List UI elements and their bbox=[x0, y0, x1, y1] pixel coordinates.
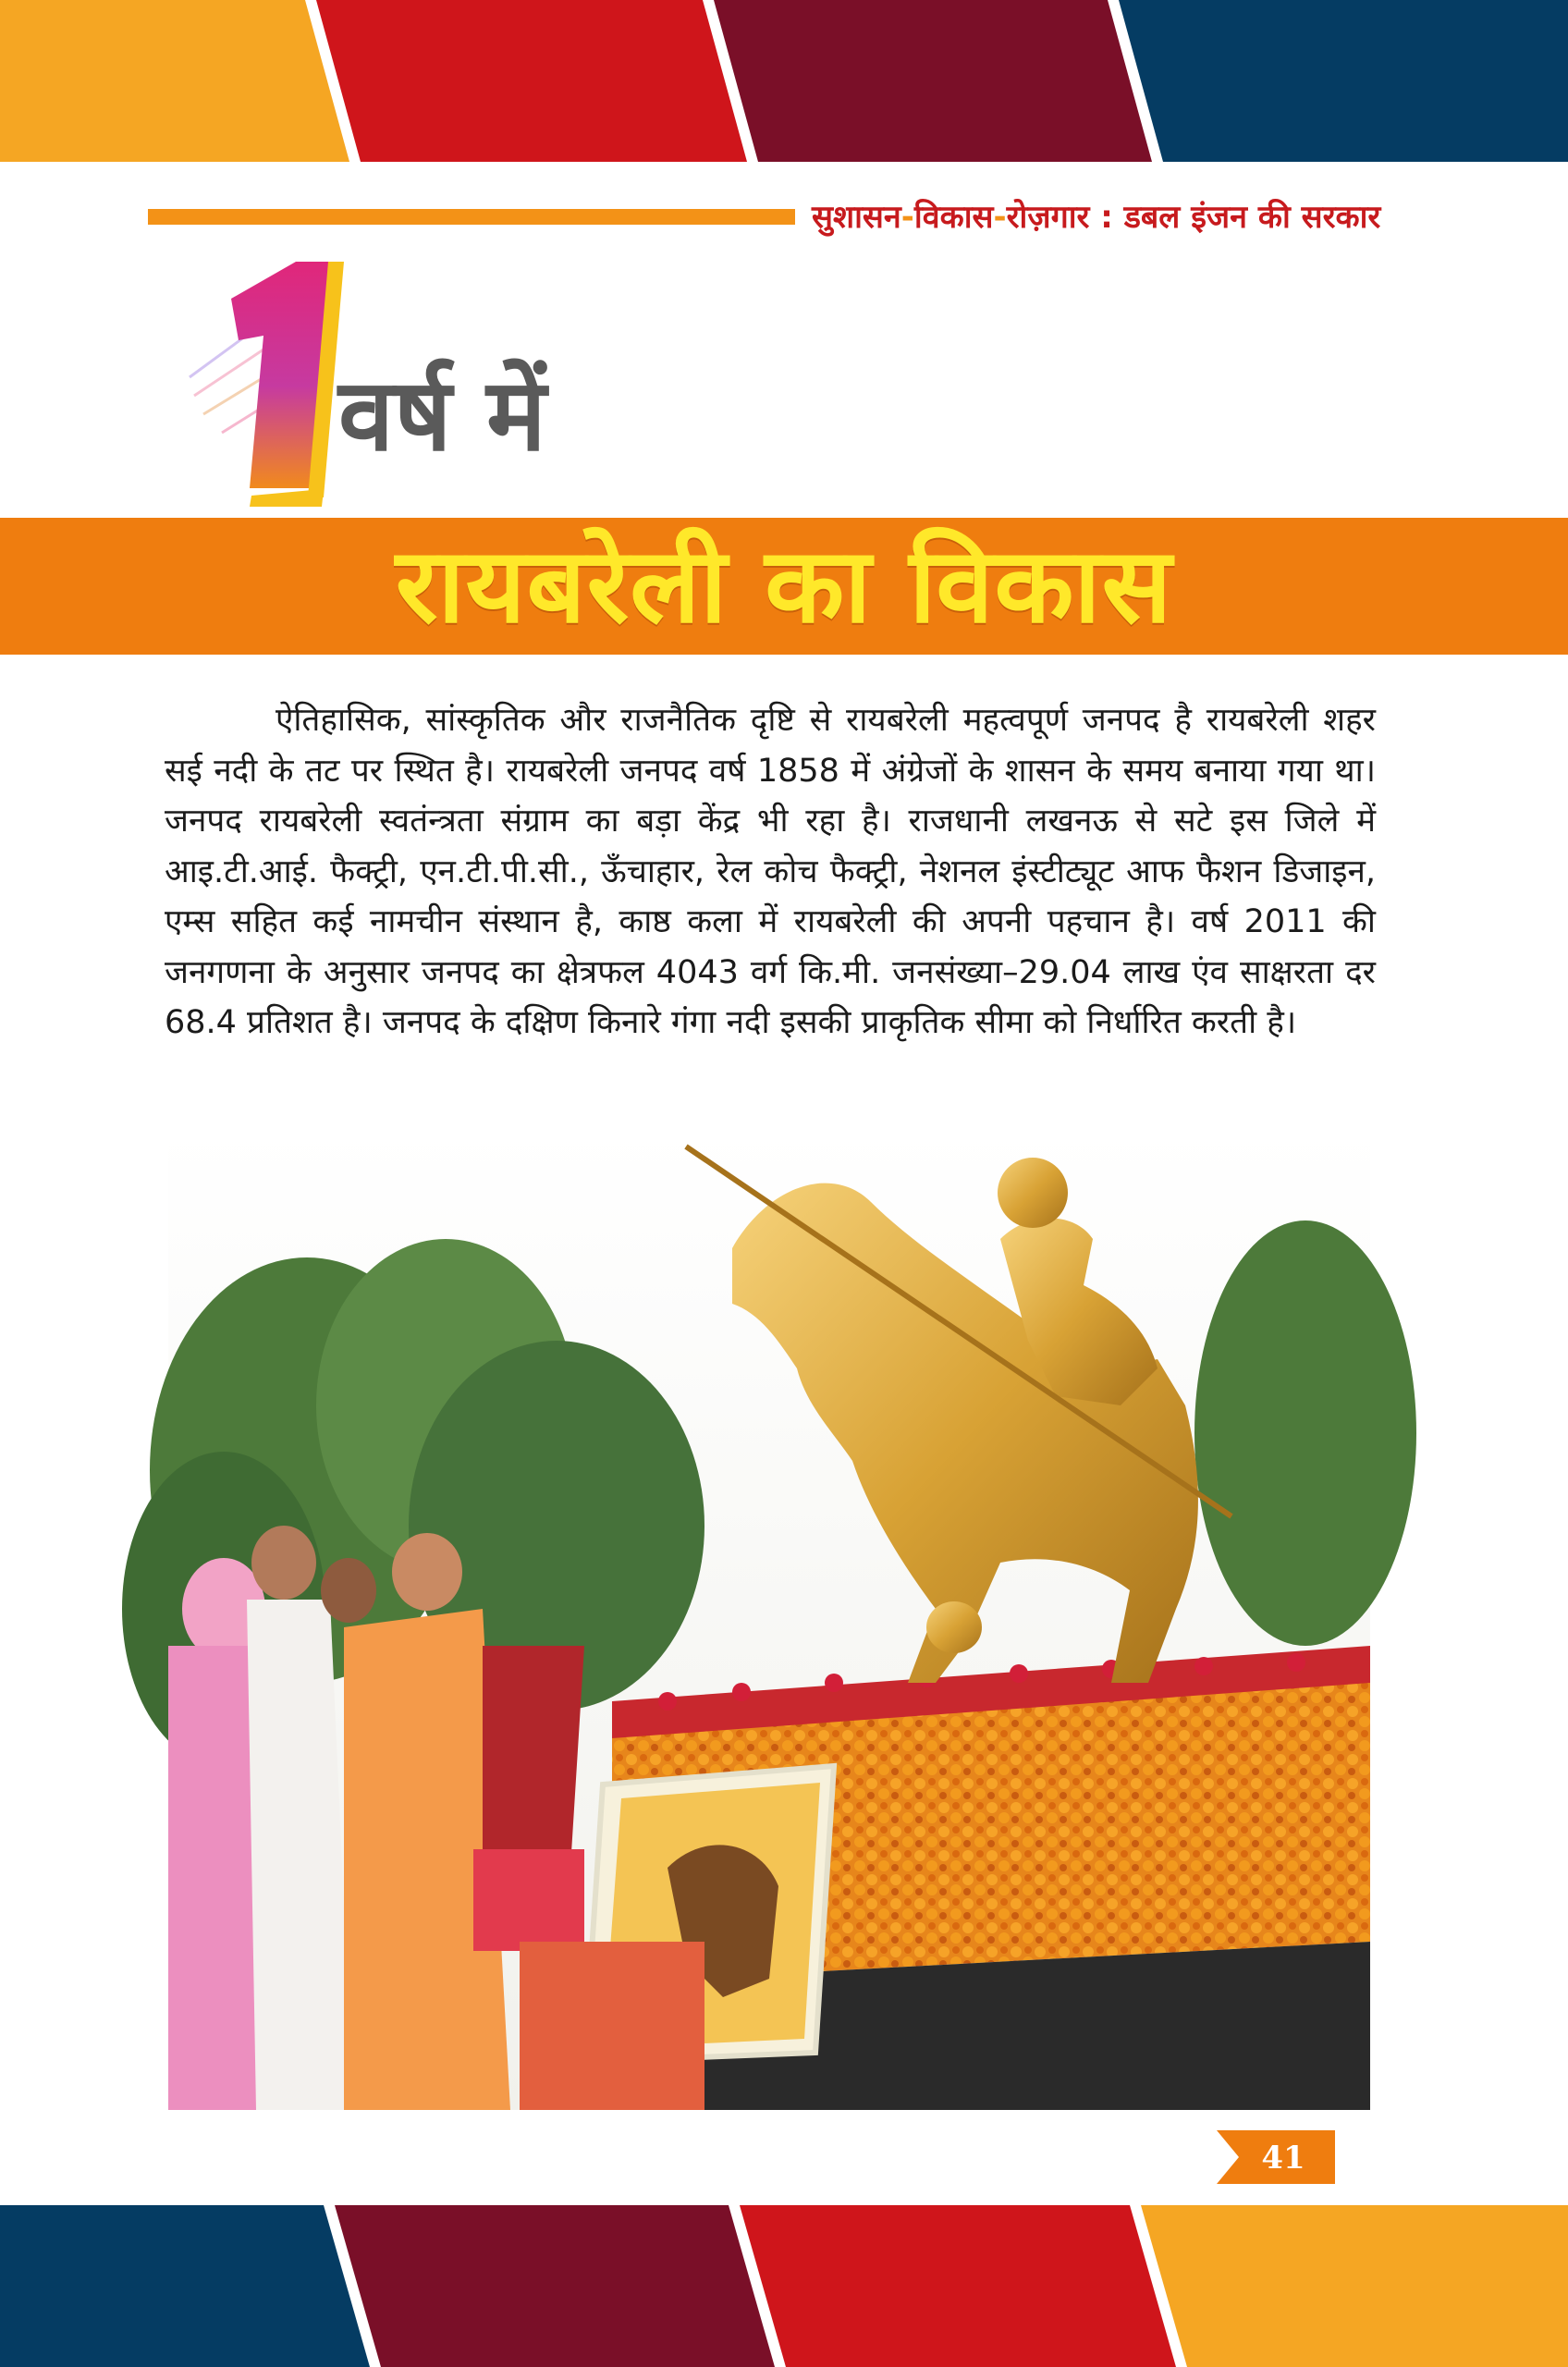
running-title-part-1: सुशासन bbox=[812, 199, 901, 236]
running-title-part-2: विकास bbox=[913, 199, 994, 236]
running-title-separator: - bbox=[900, 199, 914, 236]
year-number: 1 bbox=[185, 234, 195, 251]
article-paragraph: ऐतिहासिक, सांस्कृतिक और राजनैतिक दृष्टि से रायबरेली महत्वपूर्ण जनपद है रायबरेली शहर सई नदी के तट पर स्थित है। रायबरेली जनपद वर्ष 1858 में अंग्रेजों के शासन के समय बनाया गया था। जनपद रायबरेली स्वतंन्त्रता संग्राम का बड़ा केंद्र भी रहा है। राजधानी लखनऊ से सटे इस जिले में आइ.टी.आई. फैक्ट्री, एन.टी.पी.सी., ऊँचाहार, रेल कोच फैक्ट्री, नेशनल इंस्टीट्यूट आफ फैशन डिजाइन, एम्स सहित कई नामचीन संस्थान है, काष्ठ कला में रायबरेली की अपनी पहचान है। वर्ष 2011 की जनगणना के अनुसार जनपद का क्षेत्रफल 4043 वर्ग कि.मी. जनसंख्या–29.04 लाख एंव साक्षरता दर 68.4 प्रतिशत है। जनपद के दक्षिण किनारे गंगा नदी इसकी प्राकृतिक सीमा को निर्धारित करती है। bbox=[165, 702, 1376, 1041]
page-number: 41 bbox=[1261, 2140, 1305, 2177]
header-rule bbox=[148, 209, 795, 225]
top-color-stripes bbox=[0, 0, 1568, 162]
running-title bbox=[812, 194, 1380, 237]
bottom-color-stripes bbox=[0, 2205, 1568, 2367]
banner-title: रायबरेली का विकास bbox=[395, 525, 1173, 646]
statue-photo bbox=[168, 1128, 1370, 2110]
running-title-part-3: रोज़गार : डबल इंजन की सरकार bbox=[1006, 199, 1381, 236]
year-title: वर्ष में bbox=[338, 357, 546, 473]
running-title-separator: - bbox=[993, 199, 1007, 236]
title-banner bbox=[0, 518, 1568, 655]
